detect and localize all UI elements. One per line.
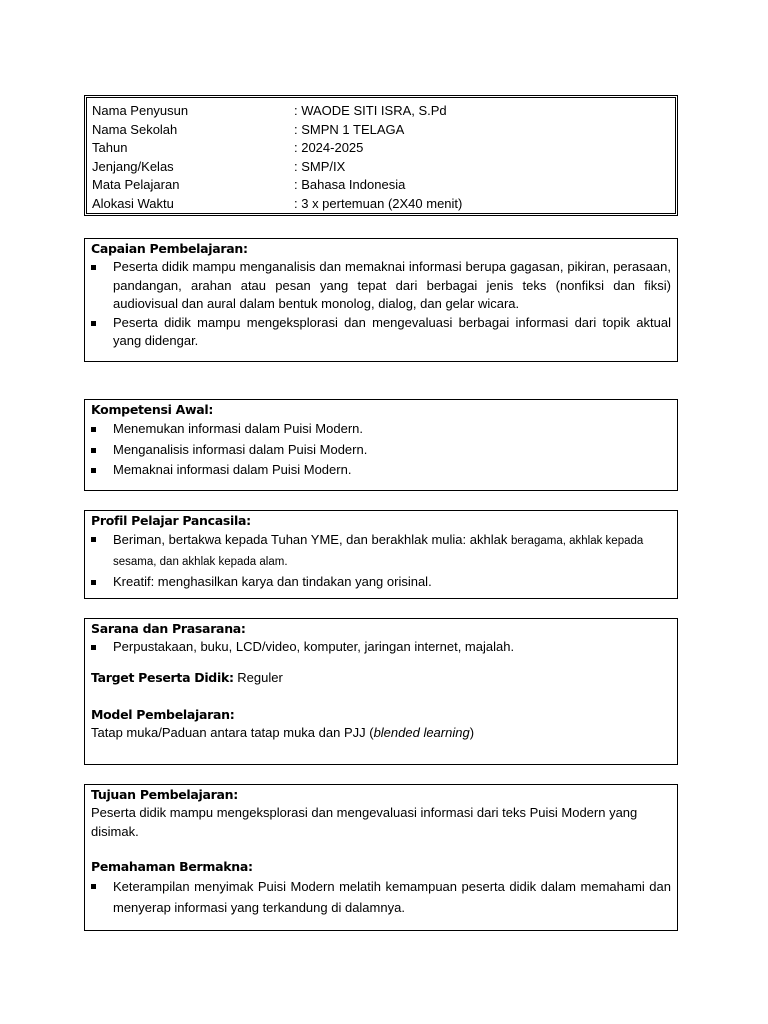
list-item-text: Peserta didik mampu mengeksplorasi dan mengevaluasi berbagai informasi dari topik aktual yang didengar. xyxy=(113,314,671,348)
list-item xyxy=(91,258,671,314)
info-label: Jenjang/Kelas xyxy=(92,158,174,174)
info-label: Alokasi Waktu xyxy=(92,195,174,211)
info-value: : 3 x pertemuan (2X40 menit) xyxy=(294,195,463,211)
bullet-icon xyxy=(91,448,96,453)
bullet-icon xyxy=(91,580,96,585)
list-item-text-small: beragama, akhlak kepada sesama, dan akhlak kepada alam. xyxy=(113,535,644,568)
info-value: : WAODE SITI ISRA, S.Pd xyxy=(294,103,447,118)
tujuan-section xyxy=(84,784,678,931)
list-item xyxy=(91,530,671,572)
bullet-list xyxy=(91,530,671,592)
identity-table xyxy=(84,95,678,216)
bullet-list xyxy=(91,419,671,481)
target-line xyxy=(91,669,671,688)
info-row xyxy=(92,102,670,121)
model-text-pre: Tatap muka/Paduan antara tatap muka dan PJJ ( xyxy=(91,725,374,740)
info-row xyxy=(92,121,670,140)
bullet-icon xyxy=(91,884,96,889)
section-title: Kompetensi Awal: xyxy=(91,402,214,417)
section-title: Capaian Pembelajaran: xyxy=(91,241,248,256)
list-item-text: Beriman, bertakwa kepada Tuhan YME, dan berakhlak mulia: akhlak xyxy=(113,532,511,547)
profil-section xyxy=(84,510,678,599)
list-item xyxy=(91,573,671,592)
info-value: : SMPN 1 TELAGA xyxy=(294,121,405,137)
info-label: Nama Penyusun xyxy=(92,103,189,118)
model-text-italic: blended learning xyxy=(373,725,470,740)
model-text-post: ) xyxy=(469,725,475,740)
info-row xyxy=(92,195,670,214)
section-title: Tujuan Pembelajaran: xyxy=(91,787,238,802)
bullet-icon xyxy=(91,468,96,473)
bullet-list xyxy=(91,638,671,657)
info-label: Nama Sekolah xyxy=(92,121,178,137)
list-item xyxy=(91,876,671,918)
list-item xyxy=(91,638,671,657)
section-title: Profil Pelajar Pancasila: xyxy=(91,513,251,528)
target-title: Target Peserta Didik: xyxy=(91,669,234,685)
list-item xyxy=(91,440,671,461)
list-item-text: Kreatif: menghasilkan karya dan tindakan yang orisinal. xyxy=(113,574,432,589)
list-item-text: Menganalisis informasi dalam Puisi Modern. xyxy=(113,441,368,457)
list-item-text: Perpustakaan, buku, LCD/video, komputer, jaringan internet, majalah. xyxy=(113,639,515,654)
pemahaman-title: Pemahaman Bermakna: xyxy=(91,859,253,874)
list-item xyxy=(91,314,671,351)
info-value: : Bahasa Indonesia xyxy=(294,177,406,193)
model-text xyxy=(91,724,671,743)
info-value: : 2024-2025 xyxy=(294,140,364,156)
info-row xyxy=(92,176,670,195)
model-title: Model Pembelajaran: xyxy=(91,707,235,722)
list-item-text: Memaknai informasi dalam Puisi Modern. xyxy=(113,462,352,477)
bullet-list xyxy=(91,876,671,918)
capaian-section xyxy=(84,238,678,362)
bullet-icon xyxy=(91,265,96,270)
bullet-icon xyxy=(91,427,96,432)
list-item xyxy=(91,460,671,481)
kompetensi-section xyxy=(84,399,678,491)
bullet-icon xyxy=(91,321,96,326)
info-row xyxy=(92,158,670,177)
info-label: Tahun xyxy=(92,140,128,156)
list-item-text: Menemukan informasi dalam Puisi Modern. xyxy=(113,421,363,436)
bullet-list xyxy=(91,258,671,351)
list-item-text: Peserta didik mampu menganalisis dan memaknai informasi berupa gagasan, pikiran, perasaan, pandangan, arahan atau pesan yang tepat dari berbagai jenis teks (nonfiksi dan fiksi) audiovisual dan aural dalam bentuk monolog, dialog, dan gelar wicara. xyxy=(113,259,671,311)
list-item-text: Keterampilan menyimak Puisi Modern melatih kemampuan peserta didik dalam memahami dan menyerap informasi yang terkandung di dalamnya. xyxy=(113,879,671,915)
target-value: Reguler xyxy=(233,669,283,685)
tujuan-text: Peserta didik mampu mengeksplorasi dan mengevaluasi informasi dari teks Puisi Modern yang disimak. xyxy=(91,805,638,839)
info-row xyxy=(92,139,670,158)
info-value: : SMP/IX xyxy=(294,158,346,174)
sarana-section xyxy=(84,618,678,765)
section-title: Sarana dan Prasarana: xyxy=(91,621,246,636)
list-item xyxy=(91,419,671,440)
bullet-icon xyxy=(91,537,96,542)
bullet-icon xyxy=(91,645,96,650)
info-label: Mata Pelajaran xyxy=(92,177,180,193)
